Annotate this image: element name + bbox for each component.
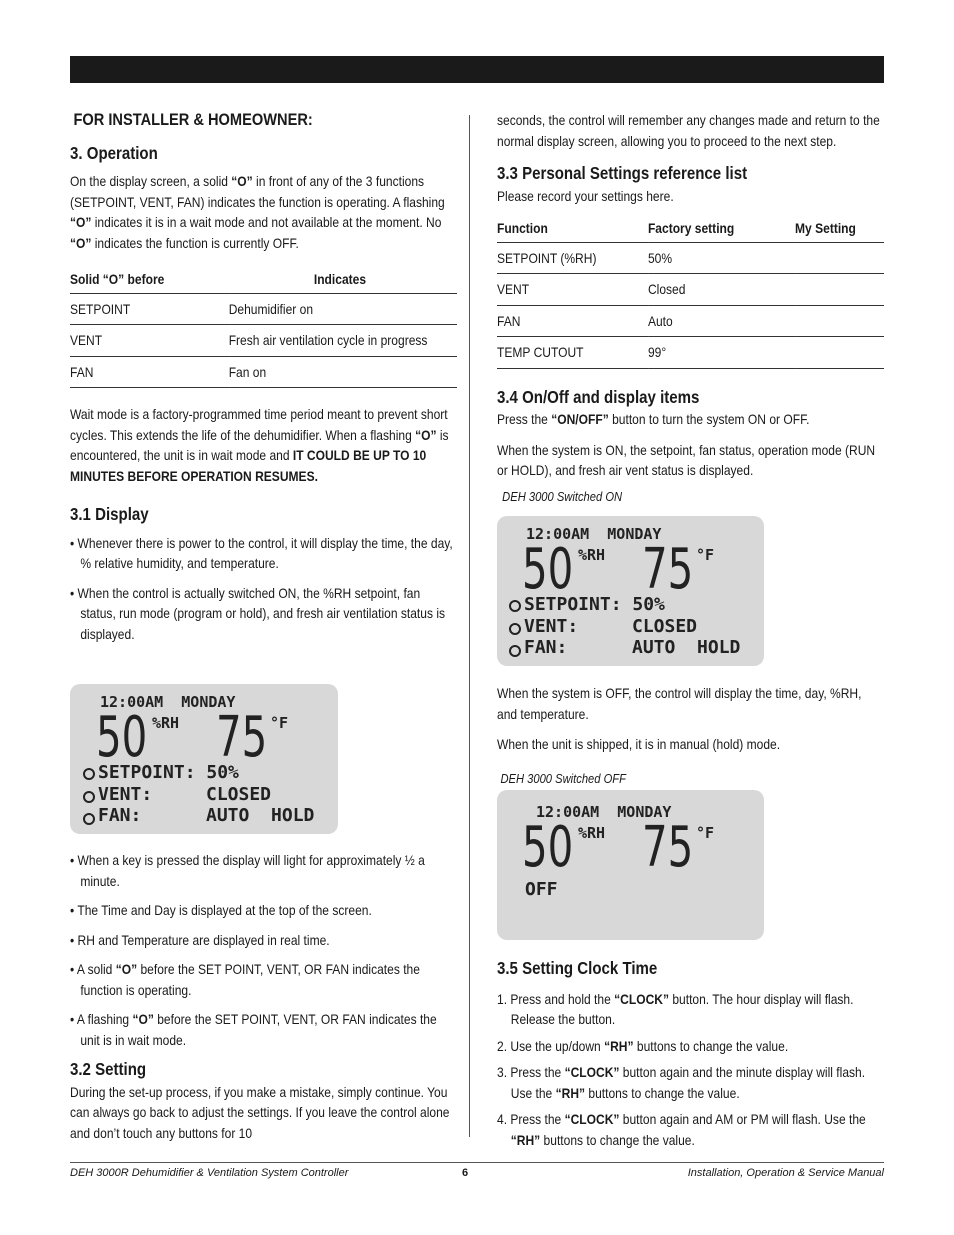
list-item: 3. Press the “CLOCK” button again and the minute display will flash. Use the “RH” buttons to change the value.	[497, 1064, 866, 1101]
onoff-off-paragraph: When the system is OFF, the control will display the time, day, %RH, and temperature.	[497, 685, 862, 722]
table-row: VENT Fresh air ventilation cycle in progress	[70, 325, 457, 357]
lcd-off-caption: DEH 3000 Switched OFF	[500, 770, 626, 786]
personal-settings-title: 3.3 Personal Settings reference list	[497, 163, 748, 183]
table-row: FAN Auto	[497, 305, 884, 337]
footer-right: Installation, Operation & Service Manual	[687, 1167, 884, 1179]
display-title: 3.1 Display	[70, 504, 149, 524]
onoff-paragraph: Press the “ON/OFF” button to turn the system ON or OFF.	[497, 411, 810, 427]
personal-settings-subtitle: Please record your settings here.	[497, 187, 674, 204]
table-row: SETPOINT Dehumidifier on	[70, 293, 457, 325]
clock-steps	[497, 989, 884, 1151]
list-item: • A flashing “O” before the SET POINT, VENT, OR FAN indicates the unit is in wait mode.	[70, 1011, 437, 1048]
right-column-middle	[497, 683, 885, 793]
clock-title: 3.5 Setting Clock Time	[497, 958, 658, 978]
table-row: TEMP CUTOUT 99°	[497, 337, 884, 369]
indicator-table: Solid “O” before Indicates SETPOINT Dehumidifier on VENT Fresh air ventilation cycle in progress FAN Fan on	[70, 263, 457, 388]
lcd-display-off: 12:00AM MONDAY 50 %RH 75 °F OFF	[497, 790, 764, 940]
shipped-paragraph: When the unit is shipped, it is in manual (hold) mode.	[497, 736, 781, 752]
list-item: • A solid “O” before the SET POINT, VENT, OR FAN indicates the function is operating.	[70, 961, 420, 998]
list-item: • When a key is pressed the display will light for approximately ½ a minute.	[70, 852, 425, 889]
header-bar	[70, 56, 884, 83]
list-item: 1. Press and hold the “CLOCK” button. The hour display will flash. Release the button.	[497, 990, 854, 1027]
right-column	[497, 110, 885, 511]
list-item: 2. Use the up/down “RH” buttons to change the value.	[497, 1037, 789, 1054]
status-dot-icon	[509, 600, 521, 612]
status-dot-icon	[83, 813, 95, 825]
table-row: FAN Fan on	[70, 356, 457, 388]
status-dot-icon	[83, 768, 95, 780]
setting-title: 3.2 Setting	[70, 1059, 147, 1079]
lcd-display-on: 12:00AM MONDAY 50 %RH 75 °F SETPOINT: 50% VENT: CLOSED FAN: AUTO HOLD	[497, 516, 764, 666]
table-row: SETPOINT (%RH) 50%	[497, 242, 884, 274]
page-footer	[70, 1162, 884, 1179]
operation-intro: On the display screen, a solid “O” in front of any of the 3 functions (SETPOINT, VENT, FAN) indicates the function is operating. A flashing “O” indicates it is in a wait mode and not available at the moment. No “O” indicates the function is currently OFF.	[70, 173, 445, 251]
status-dot-icon	[509, 623, 521, 635]
list-item: • Whenever there is power to the control, it will display the time, the day, % relative humidity, and temperature.	[70, 534, 453, 571]
footer-left: DEH 3000R Dehumidifier & Ventilation System Controller	[70, 1167, 349, 1179]
setting-paragraph-continued: seconds, the control will remember any changes made and return to the normal display screen, allowing you to proceed to the next step.	[497, 112, 880, 149]
onoff-title: 3.4 On/Off and display items	[497, 386, 700, 407]
table-row: VENT Closed	[497, 274, 884, 306]
lcd-display-left: 12:00AM MONDAY 50 %RH 75 °F SETPOINT: 50% VENT: CLOSED FAN: AUTO HOLD	[70, 684, 338, 834]
section-heading: FOR INSTALLER & HOMEOWNER:	[73, 110, 313, 129]
setting-paragraph: During the set-up process, if you make a mistake, simply continue. You can always go back to adjust the settings. If you leave the control alone and don’t touch any buttons for 10	[70, 1083, 450, 1141]
page-number: 6	[462, 1167, 469, 1179]
display-list-continued	[70, 850, 457, 1050]
list-item: • When the control is actually switched ON, the %RH setpoint, fan status, run mode (program or hold), and fresh air ventilation status is displayed.	[70, 584, 446, 642]
list-item: • RH and Temperature are displayed in real time.	[70, 931, 330, 948]
list-item: • The Time and Day is displayed at the top of the screen.	[70, 902, 372, 918]
list-item: 4. Press the “CLOCK” button again and AM or PM will flash. Use the “RH” buttons to change the value.	[497, 1111, 866, 1148]
left-column	[70, 110, 458, 653]
right-column-lower	[497, 958, 885, 1156]
column-divider	[469, 115, 470, 1137]
status-dot-icon	[509, 645, 521, 657]
wait-mode-paragraph: Wait mode is a factory-programmed time period meant to prevent short cycles. This extends the life of the dehumidifier. When a flashing “O” is encountered, the unit is in wait mode and IT COULD BE UP TO 10 MINUTES BEFORE OPERATION RESUMES.	[70, 406, 449, 484]
lcd-on-caption: DEH 3000 Switched ON	[502, 488, 623, 504]
display-list	[70, 533, 457, 645]
status-dot-icon	[83, 791, 95, 803]
onoff-on-paragraph: When the system is ON, the setpoint, fan status, operation mode (RUN or HOLD), and fresh air vent status is displayed.	[497, 441, 876, 478]
operation-title: 3. Operation	[70, 142, 158, 163]
left-column-lower	[70, 850, 458, 1153]
personal-settings-table: Function Factory setting My Setting SETPOINT (%RH) 50% VENT Closed FAN Auto TEMP CUTOUT 99°	[497, 212, 884, 369]
